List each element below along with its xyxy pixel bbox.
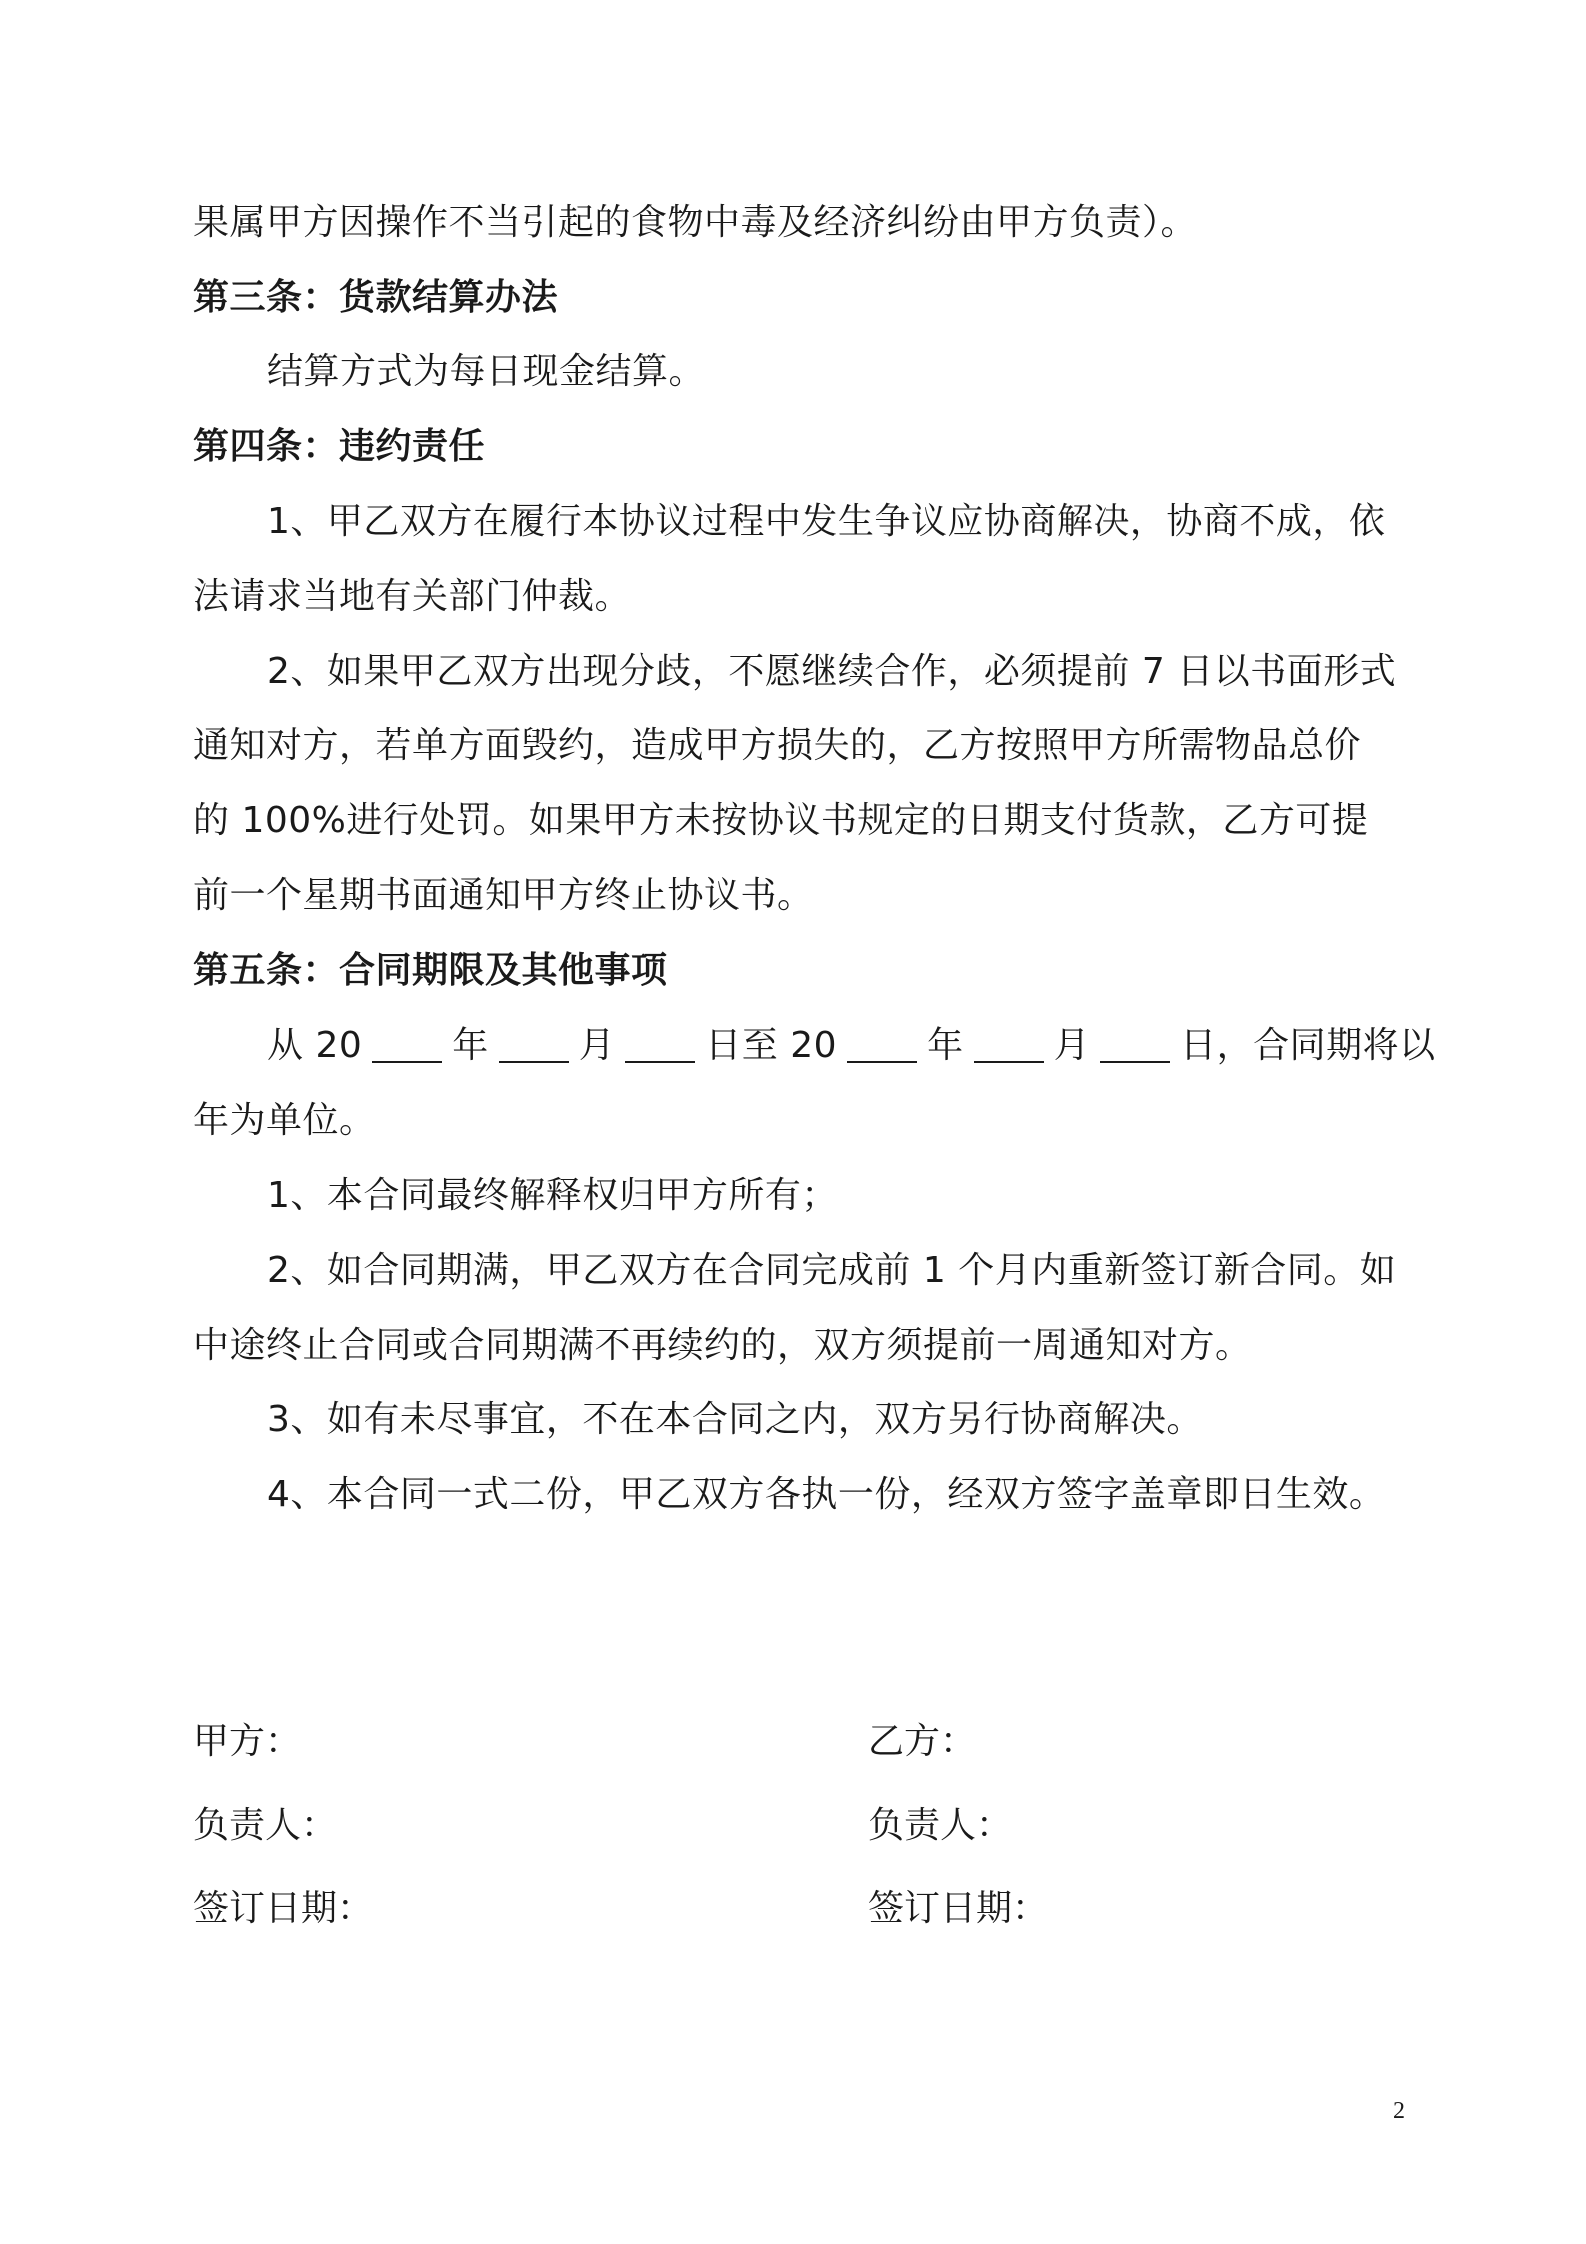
body-line: 2、如果甲乙双方出现分歧，不愿继续合作，必须提前 7 日以书面形式 [267,651,1397,692]
start-year-blank [372,1025,442,1063]
party-b-signing-date-label: 签订日期： [868,1888,1049,1929]
section-heading-term: 第五条：合同期限及其他事项 [193,950,668,991]
body-line: 1、本合同最终解释权归甲方所有； [267,1175,838,1216]
body-line: 2、如合同期满，甲乙双方在合同完成前 1 个月内重新签订新合同。如 [267,1250,1397,1291]
end-year-blank [847,1025,917,1063]
party-a-label: 甲方： [193,1721,302,1762]
party-b-representative-label: 负责人： [868,1805,1013,1846]
body-line: 年为单位。 [193,1100,376,1141]
body-line: 中途终止合同或合同期满不再续约的，双方须提前一周通知对方。 [193,1325,1252,1366]
contract-term-line [267,1010,1436,1082]
section-heading-liability: 第四条：违约责任 [193,426,486,467]
term-month-label: 月 [578,1025,616,1066]
party-a-representative-label: 负责人： [193,1805,338,1846]
body-line: 通知对方，若单方面毁约，造成甲方损失的，乙方按照甲方所需物品总价 [193,725,1362,766]
party-b-label: 乙方： [868,1721,977,1762]
start-day-blank [625,1025,695,1063]
term-month-label: 月 [1053,1025,1091,1066]
party-a-signing-date-label: 签订日期： [193,1888,374,1929]
body-line: 结算方式为每日现金结算。 [267,351,706,392]
term-year-label: 年 [452,1025,489,1066]
end-month-blank [974,1025,1044,1063]
start-month-blank [499,1025,569,1063]
body-line: 果属甲方因操作不当引起的食物中毒及经济纠纷由甲方负责）。 [193,202,1198,243]
body-line: 1、甲乙双方在履行本协议过程中发生争议应协商解决，协商不成，依 [267,501,1386,542]
body-line: 法请求当地有关部门仲裁。 [193,576,632,617]
term-from-label: 从 20 [267,1025,363,1066]
term-to-label: 日至 20 [705,1025,838,1066]
body-line: 4、本合同一式二份，甲乙双方各执一份，经双方签字盖章即日生效。 [267,1474,1386,1515]
body-line: 的 100%进行处罚。如果甲方未按协议书规定的日期支付货款，乙方可提 [193,800,1369,841]
section-heading-settlement: 第三条：货款结算办法 [193,277,559,318]
term-tail-label: 日，合同期将以 [1180,1025,1436,1066]
end-day-blank [1100,1025,1170,1063]
page-number: 2 [1393,2098,1405,2124]
body-line: 前一个星期书面通知甲方终止协议书。 [193,875,814,916]
term-year-label: 年 [927,1025,964,1066]
body-line: 3、如有未尽事宜，不在本合同之内，双方另行协商解决。 [267,1399,1203,1440]
